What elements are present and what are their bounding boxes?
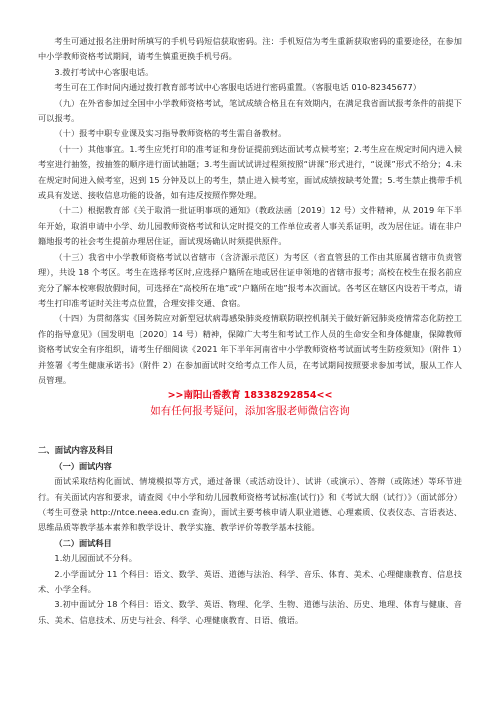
section-gap [38,419,462,443]
paragraph-item-12: （十二）根据教育部《关于取消一批证明事项的通知》（教政法函〔2019〕12 号）文件精神，从 2019 年下半年开始，取消申请中小学、幼儿园教师资格考试和认定时提交的工作单位或者人事关系证明，改为居住证。请在非户籍地报考的社会考生提前办理居住证，面试现场确认时须提供原件。 [38,205,462,247]
list-item-junior: 3.初中面试分 18 个科目：语文、数学、英语、物理、化学、生物、道德与法治、历史、地理、体育与健康、音乐、美术、信息技术、历史与社会、科学、心理健康教育、日语、俄语。 [38,599,462,625]
paragraph-interview-content: 面试采取结构化面试、情境模拟等方式，通过备课（或活动设计）、试讲（或演示）、答辩（或陈述）等环节进行。有关面试内容和要求，请查阅《中小学和幼儿园教师资格考试标准(试行)》和《考试大纲（试行）》（面试部分）（考生可登录 http://ntce.neea.edu.cn 查询），面试主要考核申请人职业道德、心理素质、仪表仪态、言语表达、思维品质等教学基本素养和教学设计、教学实施、教学评价等教学基本技能。 [38,476,462,533]
paragraph-item-9: （九）在外省参加过全国中小学教师资格考试，笔试成绩合格且在有效期内，在满足我省面试报考条件的前提下可以报考。 [38,97,462,124]
promo-wechat-note: 如有任何报考疑问，添加客服老师微信咨询 [150,405,350,418]
promo-banner [38,389,462,419]
list-item-primary: 2.小学面试分 11 个科目：语文、数学、英语、道德与法治、科学、音乐、体育、美术、心理健康教育、信息技术、小学全科。 [38,568,462,594]
list-item-kindergarten: 1.幼儿园面试不分科。 [54,553,137,564]
paragraph-item-11: （十一）其他事宜。1.考生应凭打印的准考证和身份证提前到达面试考点候考室；2.考生应在规定时间内进入候考室进行抽签，按抽签的顺序进行面试抽题；3.考生面试试讲过程须按照“讲课”形式进行，“说课”形式不给分；4.未在规定时间进入候考室，迟到 15 分钟及以上的考生，禁止进入候考室，面试成绩按缺考处置；5.考生禁止携带手机或具有发送、接收信息功能的设备，如有违反按照作弊处理。 [38,143,462,201]
paragraph-sms-password: 考生可通过报名注册时所填写的手机号码短信获取密码。注：手机短信为考生重新获取密码的重要途径，在参加中小学教师资格考试期间，请考生慎重更换手机号码。 [38,36,462,62]
paragraph-item-10: （十）报考中职专业课及实习指导教师资格的考生需自备教材。 [54,128,287,139]
paragraph-item-14: （十四）为贯彻落实《国务院应对新型冠状病毒感染肺炎疫情联防联控机制关于做好新冠肺炎疫情常态化防控工作的指导意见》（国发明电〔2020〕14 号）精神，保障广大考生和考试工作人员的生命安全和身体健康，保障教师资格考试安全有序组织，请考生仔细阅读《2021 年下半年河南省中小学教师资格考试面试考生防疫须知》（附件 1）并签署《考生健康承诺书》（附件 2）在参加面试时交给考点工作人员，在考试期间按照要求参加考试，服从工作人员管理。 [38,313,462,385]
section-heading-interview: 二、面试内容及科目 [38,445,114,456]
paragraph-call-service: 3.拨打考试中心客服电话。 [54,66,154,77]
promo-contact: >>南阳山香教育 18338292854<< [167,390,333,402]
paragraph-item-13: （十三）我省中小学教师资格考试以省辖市（含济源示范区）为考区（省直管县的工作由其原属省辖市负责管理），共设 18 个考区。考生在选择考区时,应选择户籍所在地或居住证申领地的省辖市报考；高校在校生在报名前应充分了解本校寒假放假时间，可选择在“高校所在地”或“户籍所在地”报考本次面试。各考区在辖区内设若干考点，请考生打印准考证时关注考点位置，合理安排交通、食宿。 [38,251,462,308]
paragraph-service-phone: 考生可在工作时间内通过拨打教育部考试中心客服电话进行密码重置。（客服电话 010-82345677） [54,82,422,93]
subheading-interview-content: （一）面试内容 [54,460,112,471]
subheading-interview-subjects: （二）面试科目 [54,537,112,548]
